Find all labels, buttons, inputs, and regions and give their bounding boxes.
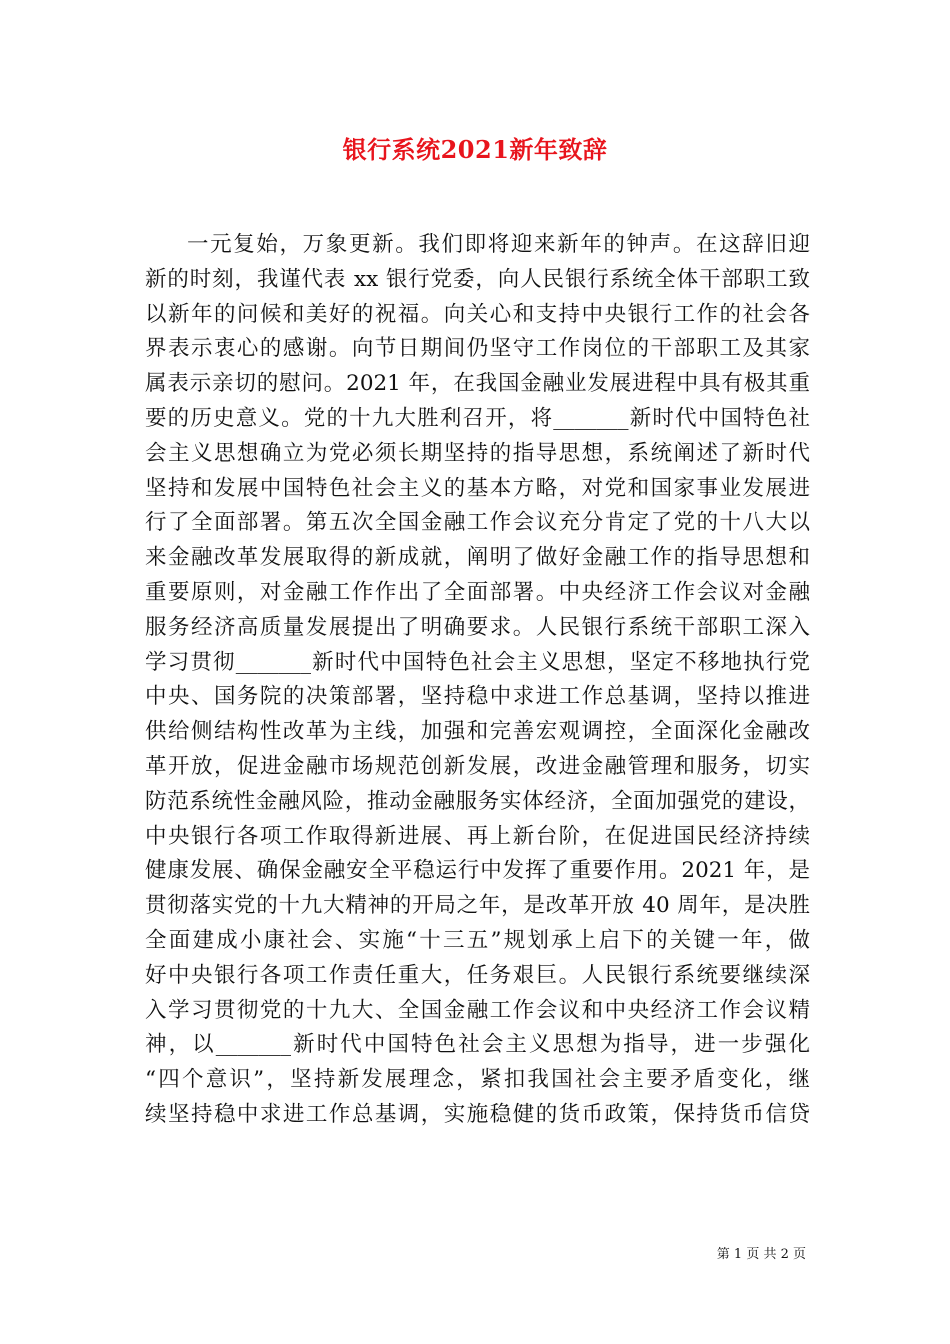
body-line: 界表示衷心的感谢。向节日期间仍坚守工作岗位的干部职工及其家 — [145, 336, 810, 362]
body-line: 属表示亲切的慰问。2021 年，在我国金融业发展进程中具有极其重 — [145, 371, 810, 397]
body-line: 神，以_______新时代中国特色社会主义思想为指导，进一步强化 — [145, 1032, 810, 1058]
body-line: 革开放，促进金融市场规范创新发展，改进金融管理和服务，切实 — [145, 753, 810, 779]
body-line: 要的历史意义。党的十九大胜利召开，将_______新时代中国特色社 — [145, 405, 810, 431]
body-line: 来金融改革发展取得的新成就，阐明了做好金融工作的指导思想和 — [145, 545, 810, 571]
body-line: 供给侧结构性改革为主线，加强和完善宏观调控，全面深化金融改 — [145, 719, 810, 745]
body-line: 好中央银行各项工作责任重大，任务艰巨。人民银行系统要继续深 — [145, 962, 810, 988]
body-line: “四个意识”，坚持新发展理念，紧扣我国社会主要矛盾变化，继 — [145, 1067, 810, 1093]
body-line: 服务经济高质量发展提出了明确要求。人民银行系统干部职工深入 — [145, 614, 810, 640]
body-line: 续坚持稳中求进工作总基调，实施稳健的货币政策，保持货币信贷 — [145, 1101, 810, 1127]
body-line: 中央银行各项工作取得新进展、再上新台阶，在促进国民经济持续 — [145, 823, 810, 849]
body-line: 坚持和发展中国特色社会主义的基本方略，对党和国家事业发展进 — [145, 475, 810, 501]
body-line: 行了全面部署。第五次全国金融工作会议充分肯定了党的十八大以 — [145, 510, 810, 536]
body-line: 贯彻落实党的十九大精神的开局之年，是改革开放 40 周年，是决胜 — [145, 893, 810, 919]
body-line: 入学习贯彻党的十九大、全国金融工作会议和中央经济工作会议精 — [145, 997, 810, 1023]
document-body — [145, 228, 810, 1133]
body-line: 以新年的问候和美好的祝福。向关心和支持中央银行工作的社会各 — [145, 301, 810, 327]
body-line: 新的时刻，我谨代表 xx 银行党委，向人民银行系统全体干部职工致 — [145, 266, 810, 292]
body-line: 一元复始，万象更新。我们即将迎来新年的钟声。在这辞旧迎 — [187, 232, 810, 257]
body-line: 全面建成小康社会、实施“十三五”规划承上启下的关键一年，做 — [145, 927, 810, 953]
body-line: 学习贯彻_______新时代中国特色社会主义思想，坚定不移地执行党 — [145, 649, 810, 675]
body-line: 会主义思想确立为党必须长期坚持的指导思想，系统阐述了新时代 — [145, 440, 810, 466]
document-title: 银行系统2021新年致辞 — [342, 135, 608, 164]
body-line: 健康发展、确保金融安全平稳运行中发挥了重要作用。2021 年，是 — [145, 858, 810, 884]
page-number: 第 1 页 共 2 页 — [716, 1247, 806, 1262]
body-line: 防范系统性金融风险，推动金融服务实体经济，全面加强党的建设， — [145, 788, 810, 814]
body-line: 中央、国务院的决策部署，坚持稳中求进工作总基调，坚持以推进 — [145, 684, 810, 710]
body-line: 重要原则，对金融工作作出了全面部署。中央经济工作会议对金融 — [145, 579, 810, 605]
